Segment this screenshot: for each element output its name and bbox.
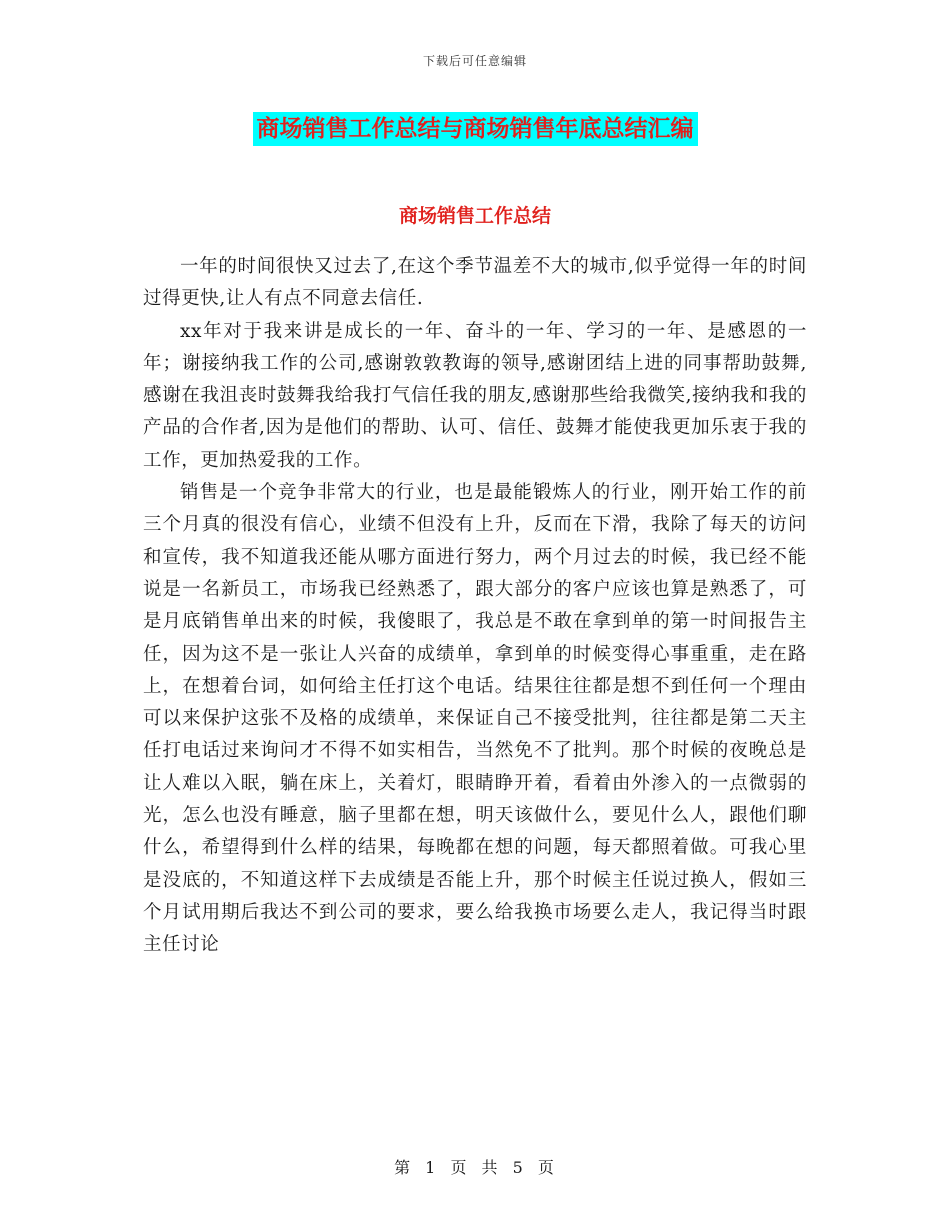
document-title: 商场销售工作总结与商场销售年底总结汇编 — [253, 112, 698, 146]
section-heading: 商场销售工作总结 — [398, 205, 551, 227]
paragraph-2: xx年对于我来讲是成长的一年、奋斗的一年、学习的一年、是感恩的一年；谢接纳我工作的公司,感谢敦敦教诲的领导,感谢团结上进的同事帮助鼓舞,感谢在我沮丧时鼓舞我给我打气信任我的朋友,感谢那些给我微笑,接纳我和我的产品的合作者,因为是他们的帮助、认可、信任、鼓舞才能使我更加乐衷于我的工作，更加热爱我的工作。 — [143, 320, 807, 471]
page-header-note: 下载后可任意编辑 — [422, 54, 527, 68]
document-title-container — [0, 112, 950, 146]
body-text — [143, 251, 807, 962]
paragraph-1: 一年的时间很快又过去了,在这个季节温差不大的城市,似乎觉得一年的时间过得更快,让人有点不同意去信任. — [143, 256, 807, 310]
paragraph-3: 销售是一个竞争非常大的行业，也是最能锻炼人的行业，刚开始工作的前三个月真的很没有信心，业绩不但没有上升，反而在下滑，我除了每天的访问和宣传，我不知道我还能从哪方面进行努力，两个月过去的时候，我已经不能说是一名新员工，市场我已经熟悉了，跟大部分的客户应该也算是熟悉了，可是月底销售单出来的时候，我傻眼了，我总是不敢在拿到单的第一时间报告主任，因为这不是一张让人兴奋的成绩单，拿到单的时候变得心事重重，走在路上，在想着台词，如何给主任打这个电话。结果往往都是想不到任何一个理由可以来保护这张不及格的成绩单，来保证自己不接受批判，往往都是第二天主任打电话过来询问才不得不如实相告，当然免不了批判。那个时候的夜晚总是让人难以入眠，躺在床上，关着灯，眼睛睁开着，看着由外渗入的一点微弱的光，怎么也没有睡意，脑子里都在想，明天该做什么，要见什么人，跟他们聊什么，希望得到什么样的结果，每晚都在想的问题，每天都照着做。可我心里是没底的，不知道这样下去成绩是否能上升，那个时候主任说过换人，假如三个月试用期后我达不到公司的要求，要么给我换市场要么走人，我记得当时跟主任讨论 — [143, 482, 807, 956]
page-number: 第 1 页 共 5 页 — [394, 1158, 556, 1177]
